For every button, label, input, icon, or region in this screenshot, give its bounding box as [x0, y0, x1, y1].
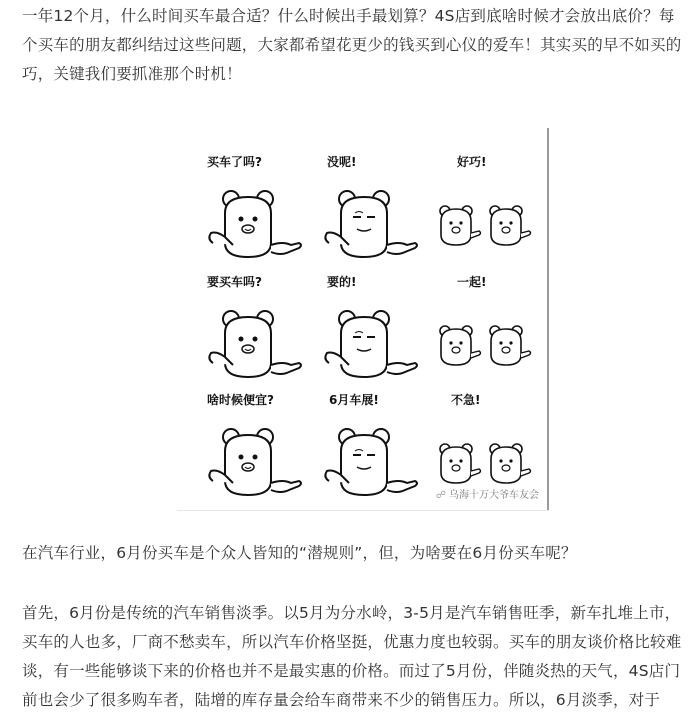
- meme-caption: 要买车吗?: [207, 275, 262, 289]
- meme-caption: 要的!: [327, 275, 357, 289]
- meme-panel: [199, 391, 309, 501]
- meme-caption: 好巧!: [457, 155, 487, 169]
- meme-caption: 不急!: [451, 393, 481, 407]
- meme-panel: [427, 273, 537, 383]
- meme-caption: 没呢!: [327, 155, 357, 169]
- meme-caption: 买车了吗?: [207, 155, 262, 169]
- watermark-text: 乌海十万大爷车友会: [449, 490, 539, 501]
- meme-caption: 6月车展!: [329, 393, 379, 407]
- meme-panel: [199, 273, 309, 383]
- question-paragraph: 在汽车行业，6月份买车是个众人皆知的“潜规则”，但，为啥要在6月份买车呢？: [22, 544, 577, 562]
- meme-caption: 一起!: [457, 275, 487, 289]
- intro-paragraph: 一年12个月，什么时间买车最合适？什么时候出手最划算？4S店到底啥时候才会放出底价？每个买车的朋友都纠结过这些问题，大家都希望花更少的钱买到心仪的爱车！其实买的早不如买的巧，关键我们要抓准那个时机！: [22, 7, 682, 83]
- meme-panel: [315, 273, 425, 383]
- watermark: [436, 486, 539, 501]
- meme-panel: [199, 153, 309, 263]
- meme-caption: 啥时候便宜?: [207, 393, 274, 407]
- image-border: [547, 128, 549, 511]
- meme-panel: [427, 391, 537, 501]
- wechat-icon: ☍: [435, 490, 446, 501]
- meme-image: [177, 128, 549, 511]
- meme-panel: [427, 153, 537, 263]
- meme-panel: [315, 153, 425, 263]
- meme-panel: [315, 391, 425, 501]
- body-paragraph: 首先，6月份是传统的汽车销售淡季。以5月为分水岭，3-5月是汽车销售旺季，新车扎堆上市，买车的人也多，厂商不愁卖车，所以汽车价格坚挺，优惠力度也较弱。买车的朋友谈价格比较难谈，有一些能够谈下来的价格也并不是最实惠的价格。而过了5月份，伴随炎热的天气，4S店门前也会少了很多购车者，陆增的库存量会给车商带来不少的销售压力。所以，6月淡季，对于: [22, 604, 682, 709]
